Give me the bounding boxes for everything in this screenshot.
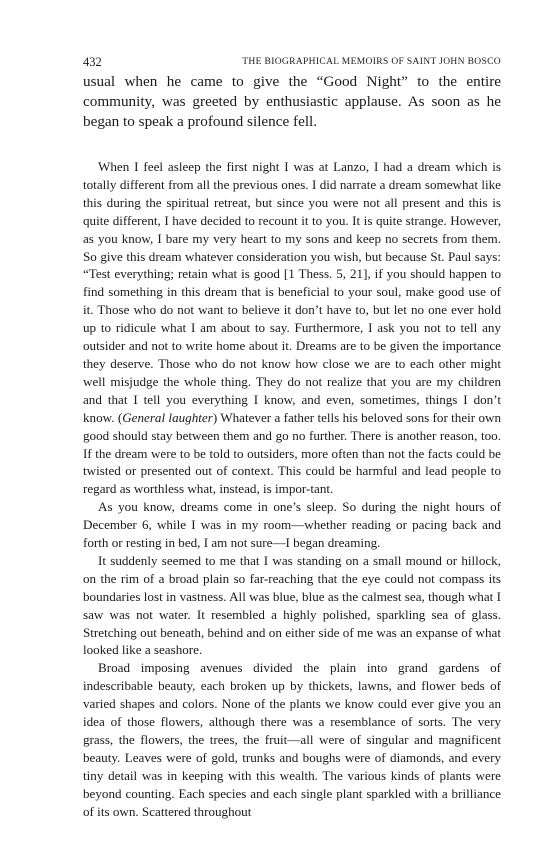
stage-direction: General laughter — [122, 409, 213, 425]
paragraph-2: As you know, dreams come in one’s sleep. So during the night hours of December 6, while I was in my room—whether reading or pacing back and forth or resting in bed, I am not sure—I began dreaming. — [83, 499, 501, 551]
paragraph-4: Broad imposing avenues divided the plain into grand gardens of indescribable beauty, each broken up by thickets, lawns, and flower beds of varied shapes and colors. None of the plants we know could ever give you an idea of those flowers, although there was a resemblance of sorts. The very grass, the flowers, the trees, the fruit—all were of singular and magnificent beauty. Leaves were of gold, trunks and boughs were of diamonds, and every tiny detail was in keeping with this wealth. The various kinds of plants were beyond counting. Each species and each single plant sparkled with a brilliance of its own. Scattered throughout — [83, 660, 501, 819]
paragraph-1 — [83, 158, 501, 498]
book-page — [83, 52, 501, 821]
running-head — [83, 52, 501, 72]
intro-paragraph: usual when he came to give the “Good Night” to the entire community, was greeted by enthusiastic applause. As soon as he began to speak a profound silence fell. — [83, 73, 501, 130]
paragraph-1-text: When I feel asleep the first night I was at Lanzo, I had a dream which is totally different from all the previous ones. I did narrate a dream somewhat like this during the spiritual retreat, but since you were not all present and this is quite different, I have decided to recount it to you. It is quite strange. However, as you know, I bare my very heart to my sons and keep no secrets from them. So give this dream whatever consideration you wish, but because St. Paul says: “Test everything; retain what is good [1 Thess. 5, 21], if you should happen to find something in this dream that is beneficial to your soul, make good use of it. Those who do not want to believe it don’t have to, but let no one ever hold up to ridicule what I am about to say. Furthermore, I ask you not to tell any outsider and not to write home about it. Dreams are to be given the importance they deserve. Those who do not know how close we are to each other might well misjudge the whole thing. They do not realize that you are my children and that I tell you everything I know, and even, sometimes, things I don’t know. ( — [83, 159, 501, 425]
paragraph-3: It suddenly seemed to me that I was standing on a small mound or hillock, on the rim of a broad plain so far-reaching that the eye could not compass its boundaries lost in vastness. All was blue, blue as the calmest sea, though what I saw was not water. It resembled a highly polished, sparkling sea of glass. Stretching out beneath, behind and on either side of me was an expanse of what looked like a seashore. — [83, 552, 501, 658]
paragraph-1-continuation: ) Whatever a father tells his beloved sons for their own good should stay between them and go no further. There is another reason, too. If the dream were to be told to outsiders, more often than not the facts could be twisted or presented out of context. This could be harmful and lead people to regard as worthless what, instead, is impor-tant. — [83, 409, 501, 497]
running-title: THE BIOGRAPHICAL MEMOIRS OF SAINT JOHN BOSCO — [242, 57, 501, 67]
page-number: 432 — [83, 55, 102, 69]
dream-narrative — [83, 158, 501, 821]
